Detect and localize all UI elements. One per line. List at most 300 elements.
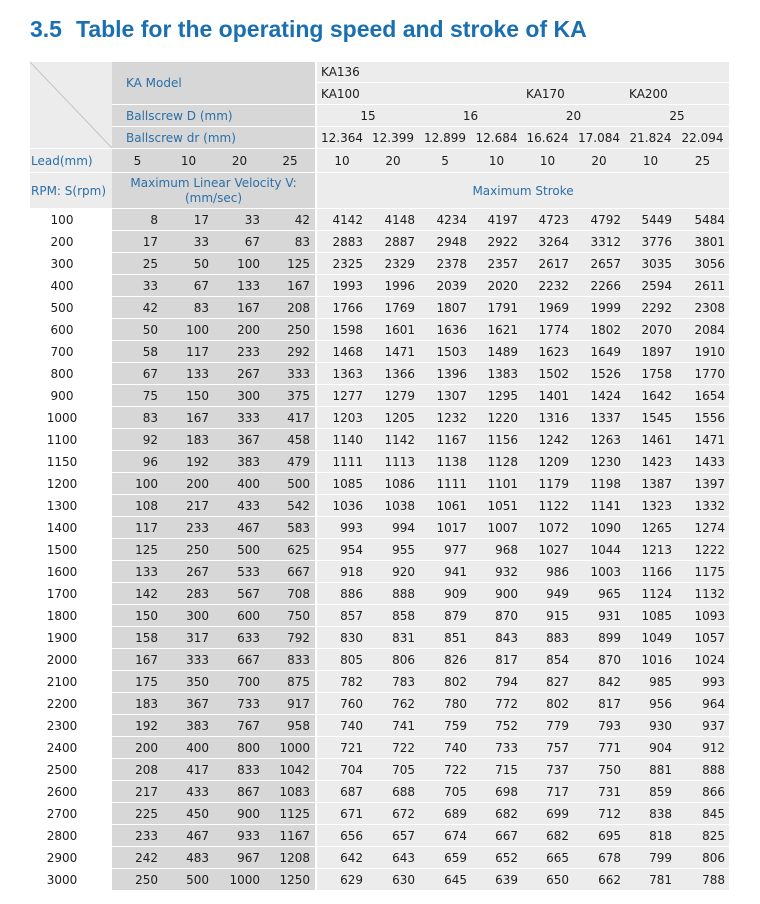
stroke-cell: 3312 xyxy=(573,231,625,253)
table-row xyxy=(30,781,729,803)
stroke-cell: 968 xyxy=(471,539,522,561)
page-title xyxy=(30,16,587,43)
velocity-cell: 17 xyxy=(163,209,214,231)
stroke-cell: 1132 xyxy=(676,583,729,605)
velocity-cell: 833 xyxy=(214,759,265,781)
velocity-cell: 242 xyxy=(112,847,163,869)
stroke-cell: 687 xyxy=(316,781,367,803)
stroke-cell: 920 xyxy=(367,561,419,583)
velocity-cell: 1167 xyxy=(265,825,316,847)
velocity-cell: 50 xyxy=(112,319,163,341)
velocity-cell: 467 xyxy=(163,825,214,847)
lead-label: Lead(mm) xyxy=(30,149,112,173)
stroke-cell: 993 xyxy=(676,671,729,693)
stroke-cell: 721 xyxy=(316,737,367,759)
velocity-cell: 633 xyxy=(214,627,265,649)
table-body xyxy=(30,209,729,891)
stroke-cell: 1910 xyxy=(676,341,729,363)
stroke-cell: 1401 xyxy=(522,385,573,407)
stroke-cell: 1111 xyxy=(419,473,471,495)
ballscrew-d-label: Ballscrew D (mm) xyxy=(112,105,316,127)
stroke-cell: 1323 xyxy=(625,495,676,517)
stroke-cell: 1209 xyxy=(522,451,573,473)
velocity-cell: 417 xyxy=(265,407,316,429)
velocity-cell: 417 xyxy=(163,759,214,781)
rpm-cell: 1200 xyxy=(30,473,112,495)
stroke-cell: 857 xyxy=(316,605,367,627)
stroke-cell: 1124 xyxy=(625,583,676,605)
stroke-cell: 1003 xyxy=(573,561,625,583)
stroke-cell: 1502 xyxy=(522,363,573,385)
rpm-cell: 800 xyxy=(30,363,112,385)
ballscrew-dr-value: 17.084 xyxy=(573,127,625,149)
stroke-cell: 695 xyxy=(573,825,625,847)
stroke-cell: 1222 xyxy=(676,539,729,561)
stroke-cell: 704 xyxy=(316,759,367,781)
velocity-cell: 458 xyxy=(265,429,316,451)
stroke-cell: 1433 xyxy=(676,451,729,473)
rpm-cell: 1100 xyxy=(30,429,112,451)
stroke-cell: 794 xyxy=(471,671,522,693)
stroke-cell: 2357 xyxy=(471,253,522,275)
stroke-cell: 1999 xyxy=(573,297,625,319)
stroke-cell: 1242 xyxy=(522,429,573,451)
stroke-lead: 10 xyxy=(316,149,367,173)
stroke-cell: 817 xyxy=(573,693,625,715)
velocity-cell: 167 xyxy=(112,649,163,671)
velocity-cell: 583 xyxy=(265,517,316,539)
velocity-cell: 100 xyxy=(214,253,265,275)
stroke-cell: 674 xyxy=(419,825,471,847)
stroke-cell: 1051 xyxy=(471,495,522,517)
velocity-cell: 333 xyxy=(265,363,316,385)
stroke-cell: 672 xyxy=(367,803,419,825)
stroke-cell: 2070 xyxy=(625,319,676,341)
stroke-cell: 1807 xyxy=(419,297,471,319)
velocity-cell: 125 xyxy=(265,253,316,275)
stroke-cell: 705 xyxy=(367,759,419,781)
velocity-cell: 58 xyxy=(112,341,163,363)
stroke-cell: 1024 xyxy=(676,649,729,671)
velocity-cell: 467 xyxy=(214,517,265,539)
table-row xyxy=(30,363,729,385)
stroke-cell: 1969 xyxy=(522,297,573,319)
velocity-cell: 733 xyxy=(214,693,265,715)
rpm-cell: 2600 xyxy=(30,781,112,803)
velocity-cell: 225 xyxy=(112,803,163,825)
stroke-cell: 731 xyxy=(573,781,625,803)
ballscrew-dr-value: 16.624 xyxy=(522,127,573,149)
stroke-cell: 1230 xyxy=(573,451,625,473)
stroke-lead: 10 xyxy=(625,149,676,173)
rpm-cell: 2500 xyxy=(30,759,112,781)
stroke-cell: 1128 xyxy=(471,451,522,473)
stroke-cell: 1397 xyxy=(676,473,729,495)
stroke-cell: 629 xyxy=(316,869,367,891)
velocity-cell: 83 xyxy=(112,407,163,429)
stroke-cell: 1526 xyxy=(573,363,625,385)
stroke-cell: 671 xyxy=(316,803,367,825)
velocity-cell: 900 xyxy=(214,803,265,825)
stroke-cell: 4792 xyxy=(573,209,625,231)
velocity-cell: 317 xyxy=(163,627,214,649)
stroke-lead: 10 xyxy=(471,149,522,173)
velocity-cell: 133 xyxy=(112,561,163,583)
stroke-cell: 1766 xyxy=(316,297,367,319)
table-row xyxy=(30,759,729,781)
velocity-cell: 1083 xyxy=(265,781,316,803)
stroke-cell: 842 xyxy=(573,671,625,693)
stroke-cell: 652 xyxy=(471,847,522,869)
table-row xyxy=(30,429,729,451)
stroke-cell: 964 xyxy=(676,693,729,715)
velocity-cell: 567 xyxy=(214,583,265,605)
stroke-cell: 2922 xyxy=(471,231,522,253)
stroke-lead: 5 xyxy=(419,149,471,173)
rpm-cell: 3000 xyxy=(30,869,112,891)
stroke-cell: 698 xyxy=(471,781,522,803)
stroke-cell: 5449 xyxy=(625,209,676,231)
stroke-cell: 965 xyxy=(573,583,625,605)
velocity-cell: 667 xyxy=(265,561,316,583)
velocity-cell: 1250 xyxy=(265,869,316,891)
rpm-cell: 1500 xyxy=(30,539,112,561)
stroke-cell: 2378 xyxy=(419,253,471,275)
stroke-cell: 932 xyxy=(471,561,522,583)
stroke-cell: 667 xyxy=(471,825,522,847)
stroke-cell: 1769 xyxy=(367,297,419,319)
stroke-cell: 1636 xyxy=(419,319,471,341)
rpm-cell: 2700 xyxy=(30,803,112,825)
ballscrew-dr-value: 12.899 xyxy=(419,127,471,149)
velocity-cell: 250 xyxy=(163,539,214,561)
stroke-cell: 757 xyxy=(522,737,573,759)
stroke-cell: 845 xyxy=(676,803,729,825)
stroke-cell: 854 xyxy=(522,649,573,671)
rpm-cell: 1800 xyxy=(30,605,112,627)
velocity-cell: 267 xyxy=(214,363,265,385)
stroke-cell: 802 xyxy=(522,693,573,715)
stroke-cell: 805 xyxy=(316,649,367,671)
table-row xyxy=(30,297,729,319)
rpm-cell: 1400 xyxy=(30,517,112,539)
velocity-cell: 433 xyxy=(214,495,265,517)
ballscrew-d-value: 20 xyxy=(522,105,625,127)
stroke-cell: 1556 xyxy=(676,407,729,429)
stroke-cell: 1461 xyxy=(625,429,676,451)
stroke-cell: 886 xyxy=(316,583,367,605)
velocity-cell: 958 xyxy=(265,715,316,737)
velocity-cell: 42 xyxy=(112,297,163,319)
stroke-cell: 781 xyxy=(625,869,676,891)
stroke-cell: 2948 xyxy=(419,231,471,253)
table-row xyxy=(30,407,729,429)
velocity-cell: 183 xyxy=(112,693,163,715)
velocity-cell: 83 xyxy=(163,297,214,319)
velocity-cell: 767 xyxy=(214,715,265,737)
velocity-cell: 350 xyxy=(163,671,214,693)
speed-stroke-table xyxy=(30,62,729,891)
rpm-cell: 1300 xyxy=(30,495,112,517)
stroke-cell: 866 xyxy=(676,781,729,803)
stroke-cell: 1307 xyxy=(419,385,471,407)
velocity-lead: 5 xyxy=(112,149,163,173)
velocity-cell: 267 xyxy=(163,561,214,583)
stroke-cell: 737 xyxy=(522,759,573,781)
table-row xyxy=(30,627,729,649)
stroke-cell: 793 xyxy=(573,715,625,737)
velocity-cell: 117 xyxy=(112,517,163,539)
velocity-cell: 383 xyxy=(163,715,214,737)
table-row xyxy=(30,253,729,275)
stroke-cell: 825 xyxy=(676,825,729,847)
velocity-cell: 133 xyxy=(214,275,265,297)
stroke-cell: 1791 xyxy=(471,297,522,319)
rpm-cell: 2300 xyxy=(30,715,112,737)
velocity-cell: 117 xyxy=(163,341,214,363)
stroke-cell: 3056 xyxy=(676,253,729,275)
stroke-cell: 2325 xyxy=(316,253,367,275)
velocity-cell: 175 xyxy=(112,671,163,693)
stroke-cell: 1113 xyxy=(367,451,419,473)
stroke-cell: 1198 xyxy=(573,473,625,495)
ka-model-label: KA Model xyxy=(112,62,316,105)
velocity-cell: 200 xyxy=(163,473,214,495)
stroke-cell: 4142 xyxy=(316,209,367,231)
stroke-cell: 1101 xyxy=(471,473,522,495)
table-row xyxy=(30,671,729,693)
velocity-cell: 1000 xyxy=(265,737,316,759)
stroke-cell: 977 xyxy=(419,539,471,561)
stroke-cell: 870 xyxy=(471,605,522,627)
section-number: 3.5 xyxy=(30,16,62,42)
velocity-cell: 233 xyxy=(214,341,265,363)
stroke-cell: 722 xyxy=(419,759,471,781)
stroke-cell: 1142 xyxy=(367,429,419,451)
stroke-cell: 1279 xyxy=(367,385,419,407)
stroke-cell: 826 xyxy=(419,649,471,671)
velocity-cell: 250 xyxy=(265,319,316,341)
stroke-lead: 20 xyxy=(367,149,419,173)
velocity-cell: 483 xyxy=(163,847,214,869)
stroke-cell: 931 xyxy=(573,605,625,627)
stroke-cell: 918 xyxy=(316,561,367,583)
stroke-cell: 859 xyxy=(625,781,676,803)
stroke-cell: 941 xyxy=(419,561,471,583)
stroke-cell: 3035 xyxy=(625,253,676,275)
table-row xyxy=(30,517,729,539)
stroke-cell: 838 xyxy=(625,803,676,825)
velocity-cell: 292 xyxy=(265,341,316,363)
stroke-cell: 689 xyxy=(419,803,471,825)
stroke-cell: 1642 xyxy=(625,385,676,407)
stroke-cell: 1468 xyxy=(316,341,367,363)
stroke-cell: 1996 xyxy=(367,275,419,297)
stroke-cell: 3776 xyxy=(625,231,676,253)
velocity-cell: 133 xyxy=(163,363,214,385)
stroke-cell: 659 xyxy=(419,847,471,869)
stroke-cell: 1363 xyxy=(316,363,367,385)
velocity-cell: 400 xyxy=(163,737,214,759)
velocity-cell: 625 xyxy=(265,539,316,561)
stroke-cell: 1295 xyxy=(471,385,522,407)
stroke-cell: 1621 xyxy=(471,319,522,341)
stroke-cell: 817 xyxy=(471,649,522,671)
stroke-cell: 639 xyxy=(471,869,522,891)
stroke-cell: 1383 xyxy=(471,363,522,385)
stroke-cell: 1396 xyxy=(419,363,471,385)
stroke-cell: 1770 xyxy=(676,363,729,385)
stroke-cell: 750 xyxy=(573,759,625,781)
velocity-cell: 158 xyxy=(112,627,163,649)
stroke-cell: 5484 xyxy=(676,209,729,231)
corner-diagonal-cell xyxy=(30,62,112,149)
stroke-cell: 1044 xyxy=(573,539,625,561)
velocity-cell: 150 xyxy=(163,385,214,407)
stroke-cell: 1122 xyxy=(522,495,573,517)
stroke-cell: 900 xyxy=(471,583,522,605)
stroke-cell: 1423 xyxy=(625,451,676,473)
stroke-cell: 1337 xyxy=(573,407,625,429)
velocity-cell: 400 xyxy=(214,473,265,495)
velocity-cell: 1000 xyxy=(214,869,265,891)
rpm-cell: 2400 xyxy=(30,737,112,759)
velocity-cell: 25 xyxy=(112,253,163,275)
rpm-cell: 600 xyxy=(30,319,112,341)
stroke-cell: 1111 xyxy=(316,451,367,473)
stroke-cell: 4723 xyxy=(522,209,573,231)
rpm-cell: 700 xyxy=(30,341,112,363)
stroke-cell: 806 xyxy=(367,649,419,671)
stroke-cell: 1086 xyxy=(367,473,419,495)
stroke-cell: 1623 xyxy=(522,341,573,363)
stroke-cell: 930 xyxy=(625,715,676,737)
stroke-cell: 1140 xyxy=(316,429,367,451)
velocity-cell: 300 xyxy=(214,385,265,407)
velocity-cell: 96 xyxy=(112,451,163,473)
stroke-cell: 1085 xyxy=(316,473,367,495)
stroke-cell: 1049 xyxy=(625,627,676,649)
ballscrew-dr-value: 12.684 xyxy=(471,127,522,149)
velocity-cell: 433 xyxy=(163,781,214,803)
velocity-cell: 208 xyxy=(265,297,316,319)
stroke-cell: 881 xyxy=(625,759,676,781)
ballscrew-d-value: 25 xyxy=(625,105,729,127)
velocity-cell: 750 xyxy=(265,605,316,627)
stroke-cell: 740 xyxy=(419,737,471,759)
stroke-cell: 722 xyxy=(367,737,419,759)
velocity-lead: 20 xyxy=(214,149,265,173)
velocity-cell: 1125 xyxy=(265,803,316,825)
velocity-cell: 367 xyxy=(163,693,214,715)
stroke-cell: 1213 xyxy=(625,539,676,561)
ballscrew-d-value: 15 xyxy=(316,105,419,127)
ballscrew-dr-label: Ballscrew dr (mm) xyxy=(112,127,316,149)
model-ka170: KA170 xyxy=(522,83,625,105)
stroke-cell: 909 xyxy=(419,583,471,605)
stroke-cell: 1545 xyxy=(625,407,676,429)
stroke-cell: 831 xyxy=(367,627,419,649)
stroke-cell: 1649 xyxy=(573,341,625,363)
stroke-cell: 1758 xyxy=(625,363,676,385)
stroke-cell: 771 xyxy=(573,737,625,759)
stroke-cell: 2266 xyxy=(573,275,625,297)
stroke-cell: 2594 xyxy=(625,275,676,297)
stroke-cell: 1654 xyxy=(676,385,729,407)
velocity-cell: 33 xyxy=(112,275,163,297)
ballscrew-dr-value: 21.824 xyxy=(625,127,676,149)
table-row xyxy=(30,275,729,297)
velocity-lead: 25 xyxy=(265,149,316,173)
stroke-cell: 665 xyxy=(522,847,573,869)
stroke-label: Maximum Stroke xyxy=(316,173,729,209)
table-row xyxy=(30,583,729,605)
stroke-cell: 656 xyxy=(316,825,367,847)
velocity-cell: 200 xyxy=(112,737,163,759)
velocity-cell: 867 xyxy=(214,781,265,803)
table-row xyxy=(30,495,729,517)
velocity-cell: 125 xyxy=(112,539,163,561)
velocity-cell: 200 xyxy=(214,319,265,341)
rpm-cell: 200 xyxy=(30,231,112,253)
stroke-cell: 1156 xyxy=(471,429,522,451)
stroke-cell: 1993 xyxy=(316,275,367,297)
velocity-cell: 833 xyxy=(265,649,316,671)
stroke-cell: 904 xyxy=(625,737,676,759)
velocity-cell: 33 xyxy=(163,231,214,253)
stroke-cell: 956 xyxy=(625,693,676,715)
velocity-cell: 479 xyxy=(265,451,316,473)
velocity-cell: 1042 xyxy=(265,759,316,781)
stroke-cell: 1277 xyxy=(316,385,367,407)
velocity-cell: 217 xyxy=(163,495,214,517)
stroke-cell: 678 xyxy=(573,847,625,869)
diagonal-line xyxy=(30,62,112,148)
stroke-cell: 682 xyxy=(522,825,573,847)
velocity-cell: 300 xyxy=(163,605,214,627)
stroke-cell: 1057 xyxy=(676,627,729,649)
rpm-label: RPM: S(rpm) xyxy=(30,173,112,209)
stroke-cell: 888 xyxy=(367,583,419,605)
stroke-cell: 762 xyxy=(367,693,419,715)
stroke-cell: 1090 xyxy=(573,517,625,539)
stroke-cell: 1038 xyxy=(367,495,419,517)
stroke-cell: 779 xyxy=(522,715,573,737)
velocity-cell: 83 xyxy=(265,231,316,253)
stroke-cell: 955 xyxy=(367,539,419,561)
stroke-cell: 870 xyxy=(573,649,625,671)
velocity-cell: 875 xyxy=(265,671,316,693)
stroke-cell: 2308 xyxy=(676,297,729,319)
velocity-cell: 167 xyxy=(214,297,265,319)
velocity-cell: 167 xyxy=(265,275,316,297)
stroke-cell: 1232 xyxy=(419,407,471,429)
stroke-cell: 760 xyxy=(316,693,367,715)
stroke-cell: 1332 xyxy=(676,495,729,517)
table-row xyxy=(30,561,729,583)
stroke-cell: 645 xyxy=(419,869,471,891)
stroke-cell: 888 xyxy=(676,759,729,781)
velocity-cell: 1208 xyxy=(265,847,316,869)
rpm-cell: 100 xyxy=(30,209,112,231)
table-row xyxy=(30,825,729,847)
stroke-cell: 954 xyxy=(316,539,367,561)
stroke-cell: 1897 xyxy=(625,341,676,363)
table-row xyxy=(30,803,729,825)
velocity-cell: 75 xyxy=(112,385,163,407)
stroke-cell: 643 xyxy=(367,847,419,869)
stroke-cell: 899 xyxy=(573,627,625,649)
